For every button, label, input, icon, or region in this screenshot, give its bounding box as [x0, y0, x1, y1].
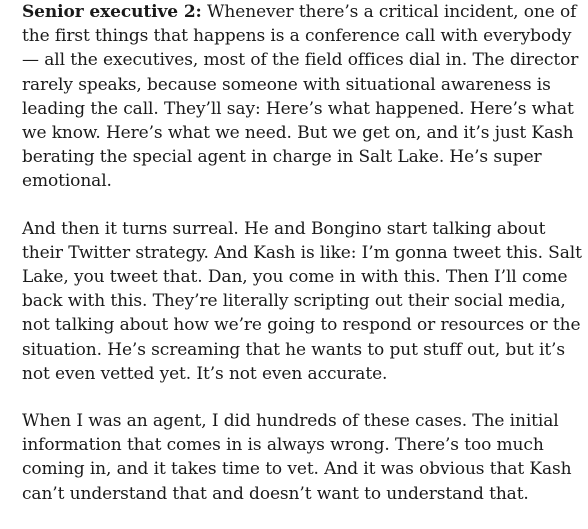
speaker-label: Senior executive 2: [22, 2, 202, 22]
paragraph-2-text: And then it turns surreal. He and Bongino start talking about their Twitter strategy. And Kash is like: I’m gonna tweet this. Salt Lake, you tweet that. Dan, you come in with this. Then I’ll come back with this. They’re literally scripting out their social media, not talking about how we’re going to respond or resources or the situation. He’s screaming that he wants to put stuff out, but it’s not even vetted yet. It’s not even accurate. [22, 218, 582, 384]
paragraph-1 [22, 0, 582, 194]
paragraph-3-text: When I was an agent, I did hundreds of these cases. The initial information that comes in is always wrong. There’s too much coming in, and it takes time to vet. And it was obvious that Kash can’t understand that and doesn’t want to understand that. [22, 411, 572, 504]
paragraph-2 [22, 217, 582, 386]
paragraph-3 [22, 409, 582, 506]
paragraph-1-text: Whenever there’s a critical incident, one of the first things that happens is a conference call with everybody — all the executives, most of the field offices dial in. The director rarely speaks, because someone with situational awareness is leading the call. They’ll say: Here’s what happened. Here’s what we know. Here’s what we need. But we get on, and it’s just Kash berating the special agent in charge in Salt Lake. He’s super emotional. [22, 2, 579, 192]
article-body [22, 0, 582, 529]
